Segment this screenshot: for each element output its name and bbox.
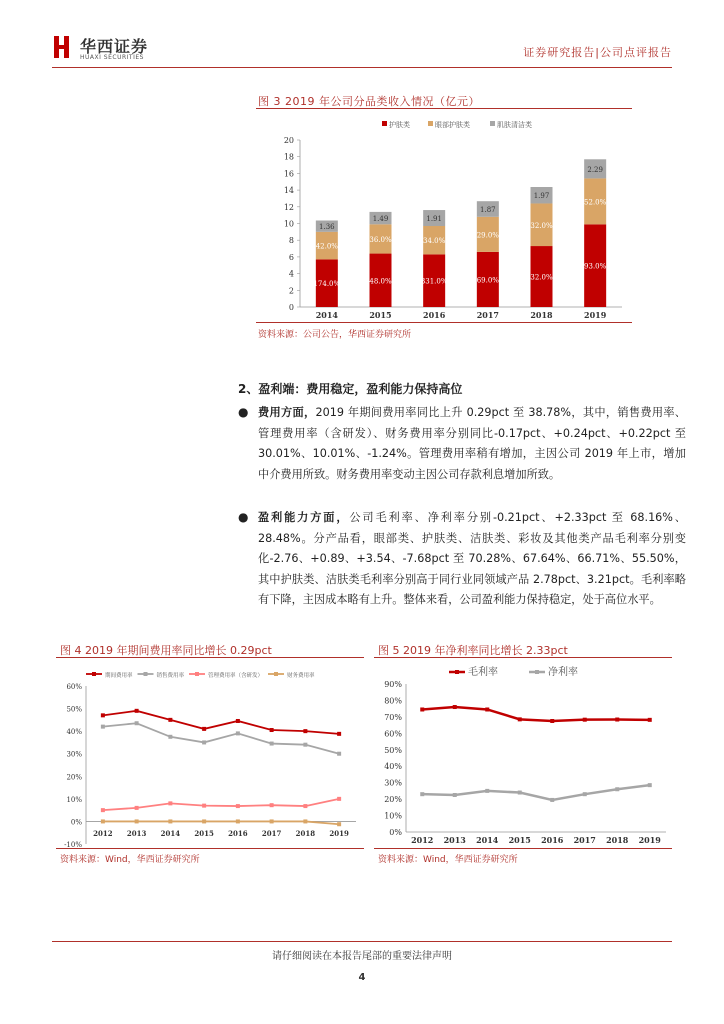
legend-marker — [274, 672, 278, 676]
bullet-icon: ● — [238, 510, 249, 524]
data-point — [518, 791, 522, 795]
legend-label: 净利率 — [548, 667, 578, 678]
y-tick-label: 12 — [283, 202, 294, 212]
x-tick-label: 2017 — [476, 310, 499, 320]
figure-3-bottom-rule — [256, 322, 632, 323]
x-tick-label: 2016 — [541, 835, 564, 845]
data-label: 331.0% — [420, 277, 448, 286]
data-point — [550, 719, 554, 723]
data-point — [453, 793, 457, 797]
y-tick-label: 18 — [283, 152, 294, 162]
legend-label: 肌肤清洁类 — [497, 121, 532, 129]
figure-5-title: 图 5 2019 年净利率同比增长 2.33pct — [378, 644, 568, 657]
y-tick-label: -10% — [64, 841, 82, 848]
data-label: 1.91 — [426, 215, 442, 224]
data-point — [236, 819, 240, 823]
figure-4-divider — [56, 657, 364, 658]
data-label: 52.0% — [584, 198, 607, 207]
x-tick-label: 2018 — [295, 829, 316, 838]
data-label: 1.49 — [372, 215, 389, 224]
data-label: 174.0% — [313, 280, 341, 289]
y-tick-label: 10% — [384, 811, 402, 821]
data-point — [168, 819, 172, 823]
report-type: 证券研究报告|公司点评报告 — [523, 46, 672, 59]
legend-marker — [195, 672, 199, 676]
x-tick-label: 2017 — [261, 829, 282, 838]
data-label: 42.0% — [315, 242, 338, 251]
x-tick-label: 2014 — [160, 829, 181, 838]
legend-label: 销售费用率 — [156, 673, 185, 679]
data-point — [202, 804, 206, 808]
x-tick-label: 2014 — [315, 310, 338, 320]
data-point — [453, 705, 457, 709]
y-tick-label: 20 — [283, 136, 294, 145]
data-point — [648, 783, 652, 787]
data-point — [485, 707, 489, 711]
data-point — [168, 718, 172, 722]
logo-icon — [52, 34, 72, 60]
legend-label: 眼部护肤类 — [435, 121, 470, 129]
y-tick-label: 40% — [66, 728, 82, 737]
data-point — [550, 798, 554, 802]
legend-label: 管理费用率（含研发） — [208, 673, 264, 679]
y-tick-label: 6 — [288, 252, 294, 262]
data-label: 1.87 — [480, 206, 496, 215]
y-tick-label: 8 — [288, 236, 294, 246]
x-tick-label: 2016 — [228, 829, 248, 838]
data-point — [202, 727, 206, 731]
logo-text: 华西证券 — [80, 37, 149, 56]
data-point — [270, 728, 274, 732]
figure-5-source: 资料来源：Wind，华西证券研究所 — [378, 855, 518, 865]
x-tick-label: 2015 — [508, 835, 531, 845]
y-tick-label: 50% — [66, 705, 82, 714]
figure-5-bottom-rule — [374, 848, 672, 849]
y-tick-label: 16 — [283, 169, 294, 179]
y-tick-label: 60% — [384, 729, 402, 739]
data-point — [135, 819, 139, 823]
legend-label: 护肤类 — [389, 121, 410, 129]
legend-label: 财务费用率 — [287, 673, 315, 679]
data-point — [303, 743, 307, 747]
x-tick-label: 2012 — [411, 835, 434, 845]
data-label: 1.97 — [533, 192, 550, 201]
x-tick-label: 2019 — [329, 829, 349, 838]
y-tick-label: 60% — [66, 683, 82, 691]
data-label: 34.0% — [423, 237, 446, 246]
data-label: 2.29 — [587, 165, 603, 174]
data-point — [420, 707, 424, 711]
page-number: 4 — [358, 972, 366, 983]
figure-4-chart — [56, 662, 364, 848]
data-label: 1.36 — [319, 223, 335, 232]
data-point — [337, 732, 341, 736]
figure-3-title: 图 3 2019 年公司分品类收入情况（亿元） — [258, 95, 480, 108]
data-point — [583, 718, 587, 722]
data-point — [135, 806, 139, 810]
data-point — [485, 789, 489, 793]
y-tick-label: 50% — [384, 745, 402, 755]
y-tick-label: 2 — [288, 286, 294, 296]
y-tick-label: 30% — [384, 778, 402, 788]
legend-swatch — [382, 121, 387, 126]
bullet-icon: ● — [238, 405, 249, 419]
data-point — [202, 740, 206, 744]
x-tick-label: 2018 — [606, 835, 629, 845]
data-point — [615, 718, 619, 722]
data-label: 32.0% — [530, 273, 553, 282]
y-tick-label: 0% — [70, 818, 82, 827]
x-tick-label: 2015 — [194, 829, 214, 838]
figure-3-chart — [262, 112, 632, 322]
y-tick-label: 20% — [66, 773, 82, 782]
data-point — [270, 742, 274, 746]
x-tick-label: 2013 — [126, 829, 147, 838]
data-label: 69.0% — [476, 276, 499, 285]
data-point — [420, 792, 424, 796]
y-tick-label: 10 — [283, 219, 294, 229]
y-tick-label: 80% — [384, 696, 402, 706]
legend-marker — [535, 670, 539, 674]
series-line — [103, 723, 339, 753]
figure-5-divider — [374, 657, 672, 658]
logo-subtext: HUAXI SECURITIES — [80, 54, 144, 61]
legend-swatch — [490, 121, 495, 126]
data-label: 48.0% — [369, 277, 392, 286]
data-point — [202, 819, 206, 823]
data-point — [615, 787, 619, 791]
footer-disclaimer: 请仔细阅读在本报告尾部的重要法律声明 — [272, 951, 452, 962]
x-tick-label: 2013 — [443, 835, 466, 845]
data-point — [101, 713, 105, 717]
legend-label: 毛利率 — [468, 667, 498, 678]
x-tick-label: 2017 — [573, 835, 596, 845]
legend-marker — [92, 672, 96, 676]
figure-3-divider — [256, 108, 632, 109]
data-point — [303, 819, 307, 823]
y-tick-label: 10% — [66, 795, 82, 804]
header-divider — [52, 67, 672, 68]
data-point — [337, 822, 341, 826]
data-point — [270, 819, 274, 823]
x-tick-label: 2019 — [584, 310, 607, 320]
x-tick-label: 2018 — [530, 310, 553, 320]
data-label: 93.0% — [584, 262, 607, 271]
data-point — [236, 804, 240, 808]
y-tick-label: 70% — [384, 712, 402, 722]
y-tick-label: 0 — [288, 303, 294, 312]
y-tick-label: 20% — [384, 795, 402, 805]
y-tick-label: 40% — [384, 762, 402, 772]
data-point — [135, 721, 139, 725]
footer-divider — [52, 941, 672, 942]
legend-swatch — [428, 121, 433, 126]
data-point — [236, 731, 240, 735]
data-point — [168, 801, 172, 805]
data-point — [270, 803, 274, 807]
y-tick-label: 0% — [389, 828, 402, 837]
data-point — [236, 719, 240, 723]
data-point — [337, 797, 341, 801]
legend-marker — [455, 670, 459, 674]
data-point — [101, 725, 105, 729]
x-tick-label: 2012 — [93, 829, 113, 838]
figure-5-chart — [374, 662, 672, 848]
y-tick-label: 30% — [66, 750, 82, 759]
legend-marker — [144, 672, 148, 676]
paragraph-expenses: 费用方面，2019 年期间费用率同比上升 0.29pct 至 38.78%，其中，销售费用率、管理费用率（含研发）、财务费用率分别同比-0.17pct、+0.24pct、+0.22pct 至 30.01%、10.01%、-1.24%。管理费用率稍有增加，主因公司 2019 年上市，增加中介费用所致。财务费用率变动主因公司存款利息增加所致。 — [258, 406, 686, 481]
data-point — [518, 717, 522, 721]
x-tick-label: 2016 — [423, 310, 446, 320]
y-tick-label: 14 — [283, 186, 294, 196]
paragraph-profitability: 盈利能力方面，公司毛利率、净利率分别-0.21pct、+2.33pct 至 68.16%、28.48%。分产品看，眼部类、护肤类、洁肤类、彩妆及其他类产品毛利率分别变化-2.76、+0.89、+3.54、-7.68pct 至 70.28%、67.64%、66.71%、55.50%，其中护肤类、洁肤类毛利率分别高于同行业同领域产品 2.78pct、3.21pct。毛利率略有下降，主因成本略有上升。整体来看，公司盈利能力保持稳定，处于高位水平。 — [258, 511, 686, 606]
data-point — [101, 808, 105, 812]
figure-4-source: 资料来源：Wind，华西证券研究所 — [60, 855, 200, 865]
x-tick-label: 2014 — [476, 835, 499, 845]
figure-3-source: 资料来源：公司公告，华西证券研究所 — [258, 330, 412, 340]
data-point — [337, 752, 341, 756]
data-point — [303, 804, 307, 808]
data-point — [168, 735, 172, 739]
data-point — [303, 729, 307, 733]
data-label: 32.0% — [530, 221, 553, 230]
x-tick-label: 2015 — [369, 310, 392, 320]
y-tick-label: 4 — [288, 269, 294, 279]
data-label: 36.0% — [369, 235, 392, 244]
y-tick-label: 90% — [384, 680, 402, 689]
data-point — [583, 792, 587, 796]
legend-label: 期间费用率 — [105, 673, 133, 679]
data-point — [648, 718, 652, 722]
data-point — [101, 819, 105, 823]
figure-4-bottom-rule — [56, 848, 364, 849]
data-point — [135, 709, 139, 713]
section-heading: 2、盈利端：费用稳定，盈利能力保持高位 — [238, 382, 463, 396]
data-label: 29.0% — [476, 231, 499, 240]
figure-4-title: 图 4 2019 年期间费用率同比增长 0.29pct — [60, 644, 272, 657]
x-tick-label: 2019 — [638, 835, 661, 845]
